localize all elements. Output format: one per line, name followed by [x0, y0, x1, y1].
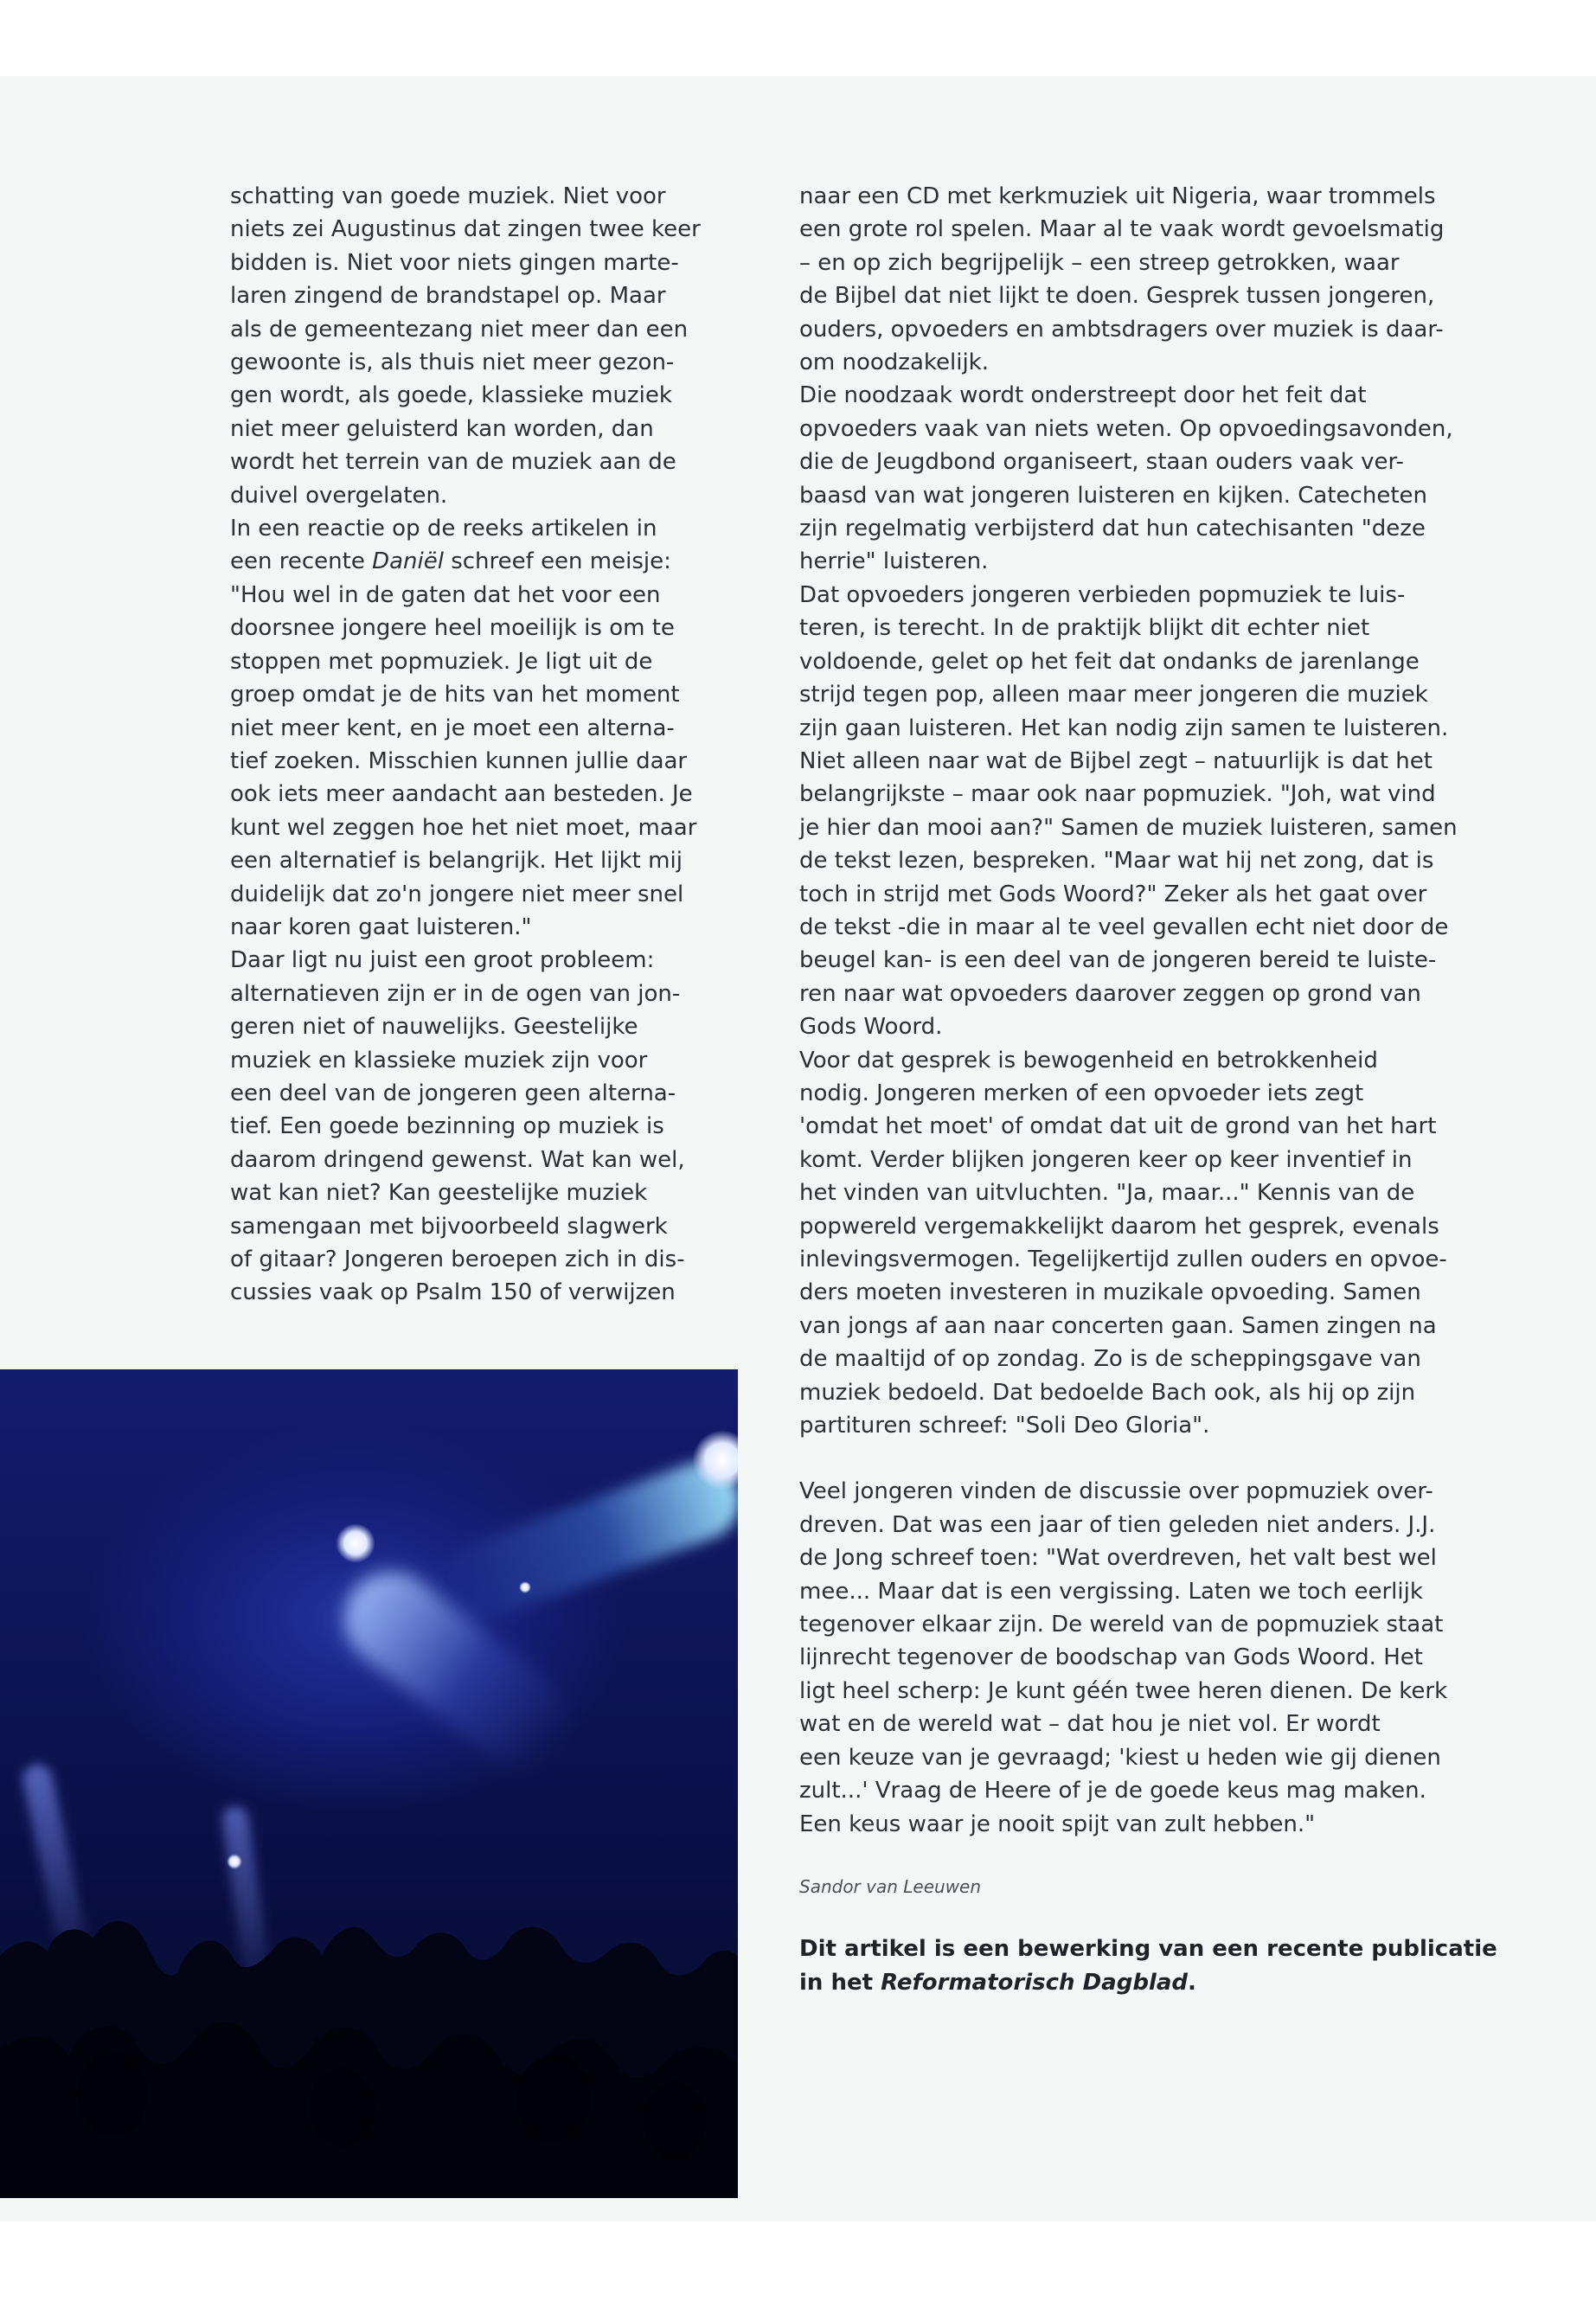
crowd-silhouette	[0, 1835, 738, 2198]
stage-light	[336, 1523, 375, 1563]
left-text-column	[230, 180, 775, 1310]
newspaper-title: Reformatorisch Dagblad	[881, 1969, 1188, 1996]
paragraph-text: In een reactie op de reeks artikelen in een recente	[230, 516, 657, 575]
source-note	[799, 1932, 1509, 1999]
paragraph: naar een CD met kerkmuziek uit Nigeria, waar trommels een grote rol spelen. Maar al te vaak wordt gevoelsmatig – en op zich begrijpelijk – een streep getrokken, waar de Bijbel dat niet lijkt te doen. Gesprek tussen jongeren, ouders, opvoeders en ambtsdragers over muziek is daar- om noodzakelijk.	[799, 183, 1445, 376]
paragraph	[230, 512, 775, 944]
source-note-text: .	[1188, 1969, 1196, 1996]
spotlight-beam	[431, 1452, 738, 1631]
concert-photo	[0, 1369, 738, 2198]
author-byline: Sandor van Leeuwen	[799, 1875, 982, 1897]
magazine-title-daniel: Daniël	[372, 548, 444, 575]
source-note-text: Dit artikel is een bewerking van een recente publicatie in het	[799, 1936, 1497, 1996]
paragraph: Veel jongeren vinden de discussie over popmuziek over- dreven. Dat was een jaar of tien geleden niet anders. J.J. de Jong schreef toen: "Wat overdreven, het valt best wel mee... Maar dat is een vergissing. Laten we toch eerlijk tegenover elkaar zijn. De wereld van de popmuziek staat lijnrecht tegenover de boodschap van Gods Woord. Het ligt heel scherp: Je kunt géén twee heren dienen. De kerk wat en de wereld wat – dat hou je niet vol. Er wordt een keuze van je gevraagd; 'kiest u heden wie gij dienen zult...' Vraag de Heere of je de goede keus mag maken. Een keus waar je nooit spijt van zult hebben."	[799, 1478, 1448, 1837]
paragraph: schatting van goede muziek. Niet voor niets zei Augustinus dat zingen twee keer bidden is. Niet voor niets gingen marte- laren zingend de brandstapel op. Maar als de gemeentezang niet meer dan een gewoonte is, als thuis niet meer gezon- gen wordt, als goede, klassieke muziek niet meer geluisterd kan worden, dan wordt het terrein van de muziek aan de duivel overgelaten.	[230, 183, 701, 509]
stage-light	[519, 1581, 531, 1593]
right-text-column	[799, 180, 1509, 1999]
paragraph: Voor dat gesprek is bewogenheid en betrokkenheid nodig. Jongeren merken of een opvoeder iets zegt 'omdat het moet' of omdat dat uit de grond van het hart komt. Verder blijken jongeren keer op keer inventief in het vinden van uitvluchten. "Ja, maar..." Kennis van de popwereld vergemakkelijkt daarom het gesprek, evenals inlevingsvermogen. Tegelijkertijd zullen ouders en opvoe- ders moeten investeren in muzikale opvoeding. Samen van jongs af aan naar concerten gaan. Samen zingen na de maaltijd of op zondag. Zo is de scheppingsgave van muziek bedoeld. Dat bedoelde Bach ook, als hij op zijn partituren schreef: "Soli Deo Gloria".	[799, 1047, 1447, 1439]
paragraph-text: schreef een meisje: "Hou wel in de gaten dat het voor een doorsnee jongere heel moeilijk is om te stoppen met popmuziek. Je ligt uit de groep omdat je de hits van het moment niet meer kent, en je moet een alterna- tief zoeken. Misschien kunnen jullie daar ook iets meer aandacht aan besteden. Je kunt wel zeggen hoe het niet moet, maar een alternatief is belangrijk. Het lijkt mij duidelijk dat zo'n jongere niet meer snel naar koren gaat luisteren."	[230, 548, 697, 940]
paragraph: Die noodzaak wordt onderstreept door het feit dat opvoeders vaak van niets weten. Op opvoedingsavonden, die de Jeugdbond organiseert, staan ouders vaak ver- baasd van wat jongeren luisteren en kijken. Catecheten zijn regelmatig verbijsterd dat hun catechisanten "deze herrie" luisteren.	[799, 382, 1453, 575]
paragraph: Daar ligt nu juist een groot probleem: alternatieven zijn er in de ogen van jon- geren niet of nauwelijks. Geestelijke muziek en klassieke muziek zijn voor een deel van de jongeren geen alterna- tief. Een goede bezinning op muziek is daarom dringend gewenst. Wat kan wel, wat kan niet? Kan geestelijke muziek samengaan met bijvoorbeeld slagwerk of gitaar? Jongeren beroepen zich in dis- cussies vaak op Psalm 150 of verwijzen	[230, 947, 685, 1306]
paragraph: Dat opvoeders jongeren verbieden popmuziek te luis- teren, is terecht. In de praktijk blijkt dit echter niet voldoende, gelet op het feit dat ondanks de jarenlange strijd tegen pop, alleen maar meer jongeren die muziek zijn gaan luisteren. Het kan nodig zijn samen te luisteren. Niet alleen naar wat de Bijbel zegt – natuurlijk is dat het belangrijkste – maar ook naar popmuziek. "Joh, wat vind je hier dan mooi aan?" Samen de muziek luisteren, samen de tekst lezen, bespreken. "Maar wat hij net zong, dat is toch in strijd met Gods Woord?" Zeker als het gaat over de tekst -die in maar al te veel gevallen echt niet door de beugel kan- is een deel van de jongeren bereid te luiste- ren naar wat opvoeders daarover zeggen op grond van Gods Woord.	[799, 581, 1458, 1041]
